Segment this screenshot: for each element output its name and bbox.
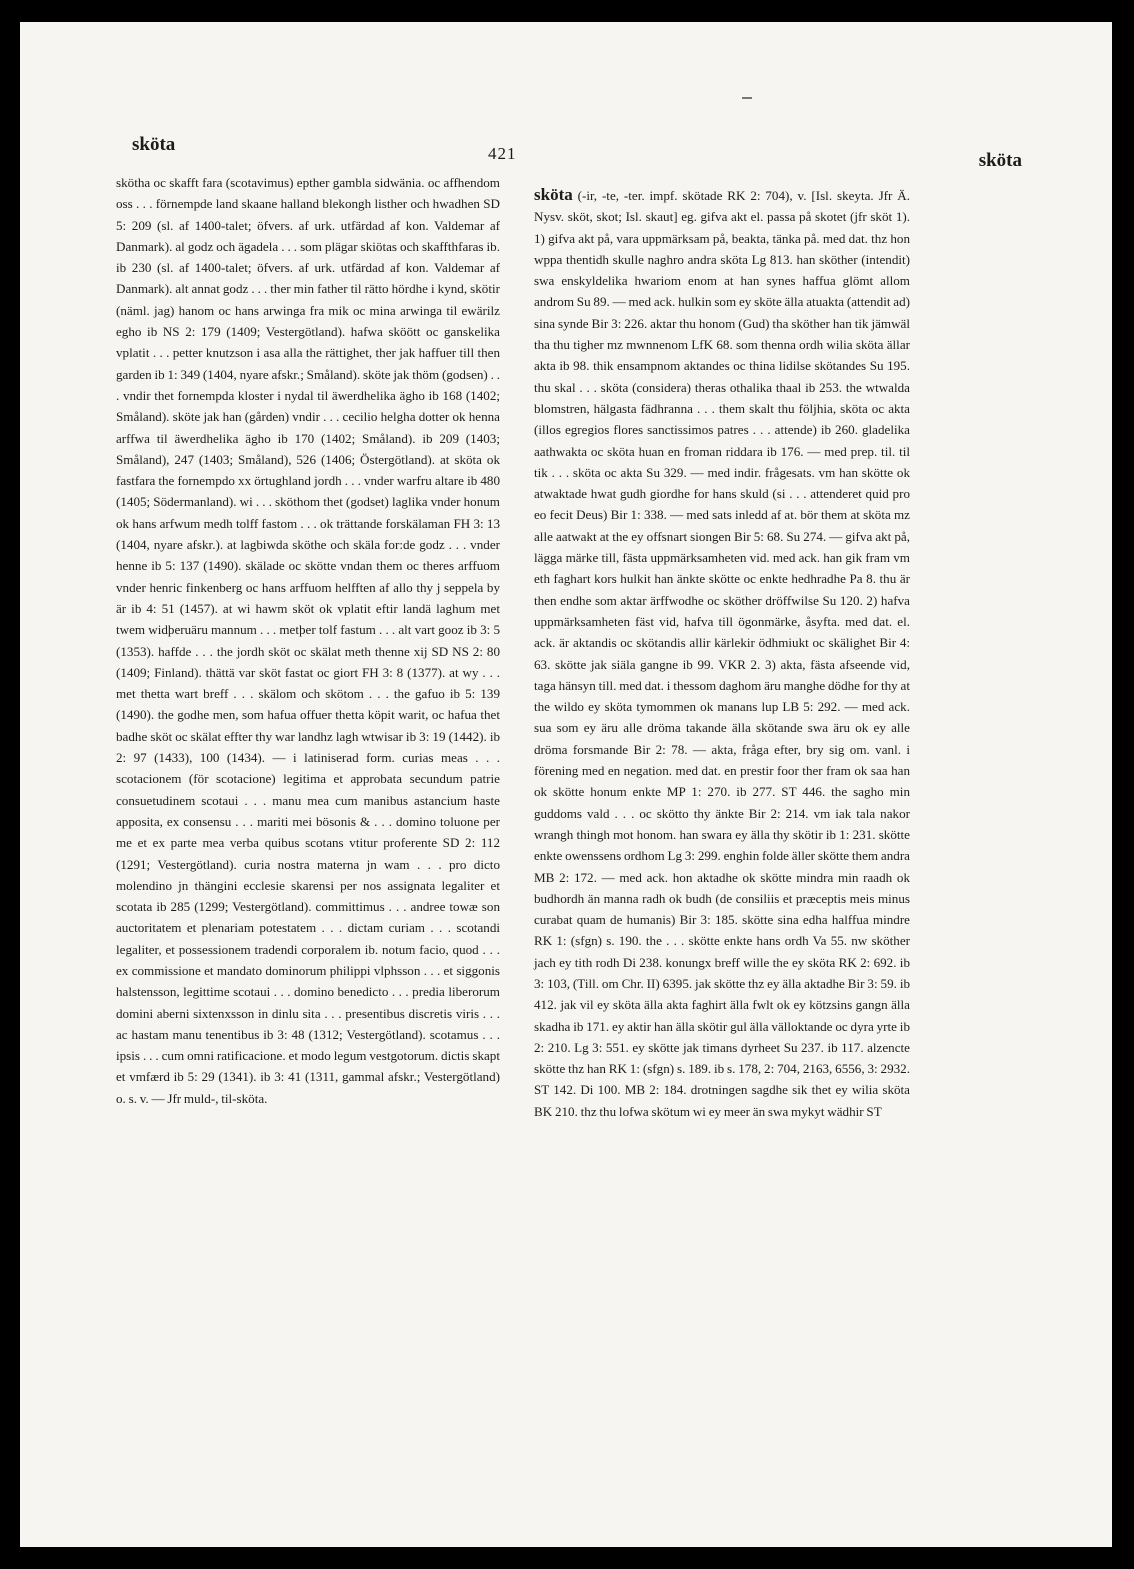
right-column [534, 184, 910, 1122]
header-right-word: sköta [978, 150, 1022, 171]
entry-sköta [534, 184, 910, 1122]
page-number: 421 [488, 144, 517, 163]
edge-mark [742, 97, 752, 99]
entry-text: (-ir, -te, -ter. impf. skötade RK 2: 704), v. [Isl. skeyta. Jfr Ä. Nysv. sköt, skot; Isl. skaut] eg. gifva akt el. passa på skotet (jfr sköt 1). 1) gifva akt på, vara uppmärksam på, beakta, tänka på. med dat. thz hon wppa thentidh skulle naghro andra sköta Lg 813. han sköther (intendit) swa enskyldelika hwariom enom at han synes haffua glömt allom androm Su 89. — med ack. hulkin som ey sköte älla atuakta (attendit ad) sina synde Bir 3: 226. aktar thu honom (Gud) tha sköther han tik jämwäl tha thu tigher mz mwnnenom LfK 68. som thenna ordh wilia sköta ällar akta ib 98. thik ensampnom aktandes oc thina lidilse skötandes Su 195. thu skal . . . sköta (considera) theras othalika thaal ib 253. the wtwalda blomstren, hälgasta fädhranna . . . them skalt thu följhia, sköta oc akta (illos egregios flores sanctissimos patres . . . attende) ib 260. gladelika aathwakta oc sköta huan en froman riddara ib 176. — med prep. til. til tik . . . sköta oc akta Su 329. — med indir. frågesats. vm han skötte ok atwaktade hwat gudh giordhe for hans skuld (si . . . attenderet quid pro eo fecit Deus) Bir 1: 338. — med sats inledd af at. bör them at sköta mz alle aatwakt at the ey offsnart siongen Bir 5: 68. Su 274. — gifva akt på, lägga märke till, fästa uppmärksamheten vid. med ack. han gik fram vm eth faghart kors hulkit han änkte skötte oc enkte hedhradhe Pa 8. thu är then endhe som aktar ärffwodhe oc sköther dröffwilse Su 120. 2) hafva uppmärksamheten fäst vid, hafva till ögonmärke, åsyfta. med dat. el. ack. är aktandis oc skötandis allir kärlekir ödhmiukt oc skälighet Bir 4: 63. skötte jak siäla gangne ib 99. VKR 2. 3) akta, fästa afseende vid, taga hänsyn till. med dat. i thessom daghom äru manghe dödhe for thy at the wildo ey sköta tymommen ok manans lup LB 5: 292. — med ack. sua som ey äru alle dröma takande älla skötande swa äru ok ey alle dröma forsmande Bir 2: 78. — akta, fråga efter, bry sig om. vanl. i förening med en negation. med dat. en prestir foor ther fram ok saa han ok skötte honum enkte MP 1: 270. ib 277. ST 446. the sagho min guddoms vald . . . oc skötto thy änkte Bir 2: 214. vm iak tala nakor wrangh thingh mot honom. han swara ey älla thy skötir ib 1: 231. skötte enkte owenssens ordhom Lg 3: 299. enghin folde äller skötte them andra MB 2: 172. — med ack. hon aktadhe ok skötte mindra min raadh ok budhordh än manna radh ok budh (de consiliis et præceptis meis minus curabat quam de humanis) Bir 3: 185. skötte sina edha halffua mindre RK 1: (sfgn) s. 190. the . . . skötte enkte hans ordh Va 55. nw sköther jach ey tith rodh Di 238. konungx breff wille the ey sköta RK 2: 692. ib 3: 103, (Till. om Chr. II) 6395. jak skötte thz ey älla aktadhe Bir 3: 59. ib 412. jak vil ey sköta älla akta faghirt älla fwlt ok ey kötzsins gangn älla skadha ib 171. ey aktir han älla skötir gul älla välloktande oc dyra yrte ib 2: 210. Lg 3: 551. ey skötte jak timans dyrheet Su 237. ib 117. alzencte skötte thz han RK 1: (sfgn) s. 189. ib s. 178, 2: 704, 2163, 6556, 3: 2932. ST 142. Di 100. MB 2: 184. drotningen sagdhe sik thet ey wilia sköta BK 210. thz thu lofwa skötum wi ey meer än swa mykyt wädhir ST [534, 188, 910, 1119]
entry-headword: sköta [534, 185, 573, 204]
header-left-word: sköta [132, 134, 176, 155]
left-column-text: skötha oc skafft fara (scotavimus) epther gambla sidwänia. oc affhendom oss . . . förnempde land skaane halland blekongh listher och hwadhen SD 5: 209 (sl. af 1400-talet; öfvers. af urk. utfärdad af kon. Valdemar af Danmark). al godz och ägadela . . . som plägar skiötas och skaffthfaras ib. ib 230 (sl. af 1400-talet; öfvers. af urk. utfärdad af kon. Valdemar af Danmark). alt annat godz . . . ther min father til rätto hördhe i kynd, skötir (näml. jag) hanom oc hans arwinga fra mik oc mina arwinga til ewärilz egho ib NS 2: 179 (1409; Vestergötland). hafwa sköött oc ganskelika vplatit . . . petter knutzson i asa alla the rättighet, ther jak haffuer till then garden ib 1: 349 (1404, nyare afskr.; Småland). sköte jak thöm (godsen) . . . vndir thet fornempda kloster i nydal til äwerdhelika ägho ib 168 (1402; Småland). sköte jak han (gården) vndir . . . cecilio helgha dotter ok henna arffwa til äwerdhelika ägho ib 170 (1402; Småland). ib 209 (1403; Småland), 247 (1403; Småland), 526 (1406; Östergötland). at sköta ok fastfara the fornempdo xx örtughland jordh . . . vnder warfru altare ib 480 (1405; Södermanland). wi . . . sköthom thet (godset) laglika vnder honum ok hans arfwum medh tolff fastom . . . ok trättande forskälaman FH 3: 13 (1404, nyare afskr.). at lagbiwda sköthe och skäla for:de godz . . . vnder henne ib 5: 137 (1490). skälade oc skötte vndan them oc theres arffuom vnder henric finkenberg oc hans arffuom helfften af allo thy j seppela by är ib 4: 51 (1457). at wi hawm sköt ok vplatit eftir landä laghum met twem widþeruäru mannum . . . metþer tolf fastum . . . alt vart gooz ib 3: 5 (1353). haffde . . . the jordh sköt oc skälat meth thenne xij SD NS 2: 80 (1409; Finland). thättä var sköt fastat oc giort FH 3: 8 (1377). at wy . . . met thetta wart breff . . . skälom och skötom . . . the gafuo ib 5: 139 (1490). the godhe men, som hafua offuer thetta köpit warit, oc hafua thet badhe sköt oc skälat effter thy war landhz lagh wtwisar ib 3: 19 (1442). ib 2: 97 (1433), 100 (1434). — i latiniserad form. curias meas . . . scotacionem (för scotacione) legitima et approbata secundum patrie consuetudinem scotaui . . . manu mea cum manibus astancium haste apposita, ex consensu . . . mariti mei bösonis & . . . domino toluone per me et ex parte mea verba quibus scotans vtitur proferente SD 2: 112 (1291; Vestergötland). curia nostra materna jn wam . . . pro dicto molendino jn thängini ecclesie skarensi per nos assignata legaliter et scotata ib 285 (1299; Vestergötland). committimus . . . andree towæ son auctoritatem et plenariam potestatem . . . dictam curiam . . . scotandi legaliter, et possessionem tradendi corporalem ib. notum facio, quod . . . ex commissione et mandato dominorum philippi vlphsson . . . et siggonis halstensson, legittime scotaui . . . domino benedicto . . . predia liberorum domini aberni sixtenxsson in dinlu sita . . . presentibus discretis viris . . . ac hastam manu tenentibus ib 3: 48 (1312; Vestergötland). scotamus . . . ipsis . . . cum omni ratificacione. et modo legum vestgotorum. dictis skapt et vmfærd ib 5: 29 (1341). ib 3: 41 (1311, gammal afskr.; Vestergötland) o. s. v. — Jfr muld-, til-sköta. [116, 175, 500, 1106]
left-column [116, 172, 500, 1109]
dictionary-page [20, 22, 1112, 1547]
